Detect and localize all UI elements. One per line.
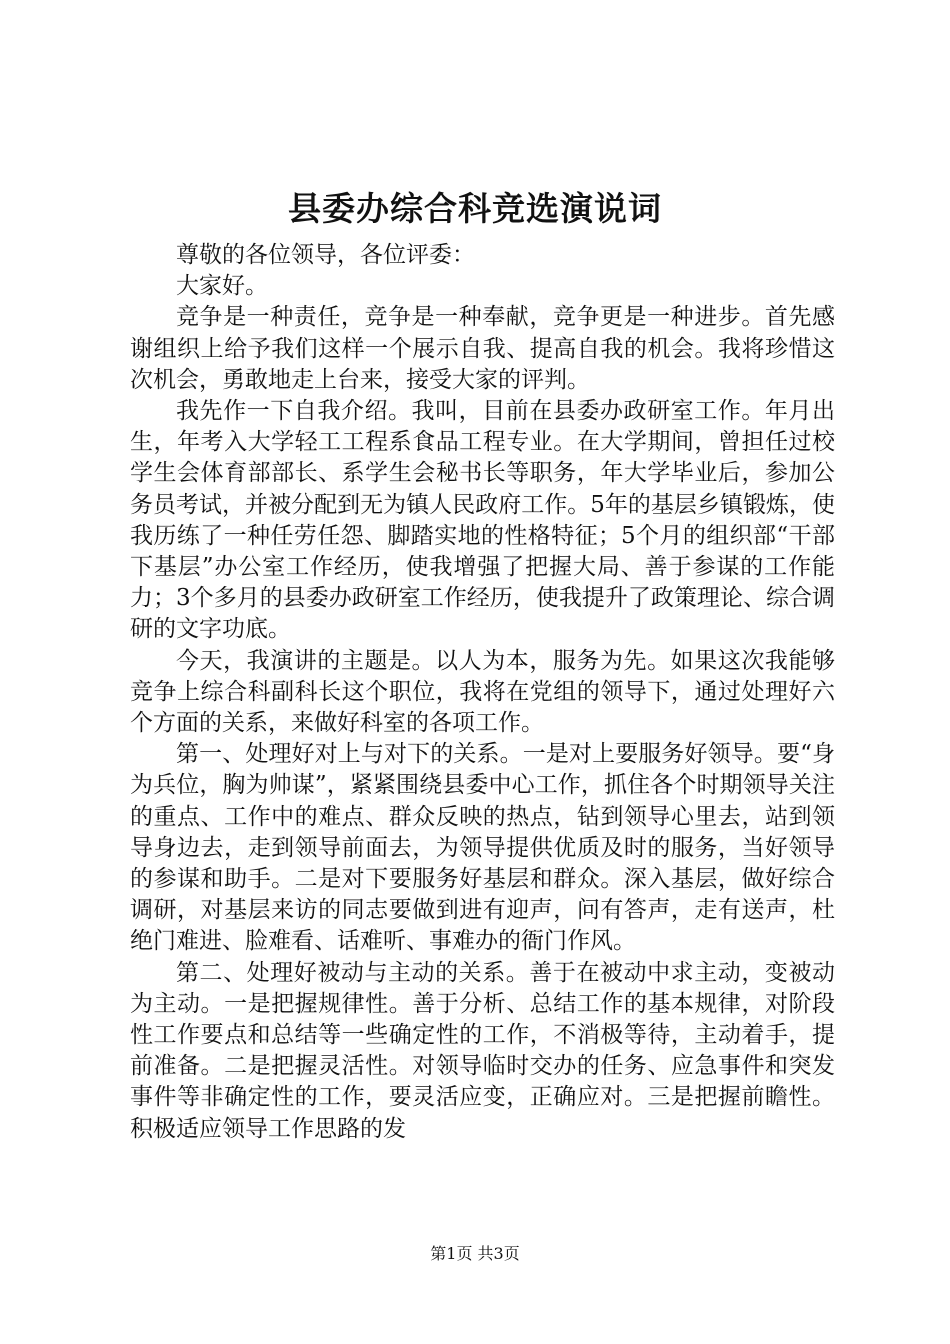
paragraph-theme: 今天，我演讲的主题是。以人为本，服务为先。如果这次我能够竞争上综合科副科长这个职位，我将在党组的领导下，通过处理好六个方面的关系，来做好科室的各项工作。 (130, 647, 835, 737)
document-body (130, 240, 835, 1145)
paragraph-second-relation: 第二、处理好被动与主动的关系。善于在被动中求主动，变被动为主动。一是把握规律性。善于分析、总结工作的基本规律，对阶段性工作要点和总结等一些确定性的工作，不消极等待，主动着手，提前准备。二是把握灵活性。对领导临时交办的任务、应急事件和突发事件等非确定性的工作，要灵活应变，正确应对。三是把握前瞻性。积极适应领导工作思路的发 (130, 959, 835, 1142)
paragraph-self-introduction: 我先作一下自我介绍。我叫，目前在县委办政研室工作。年月出生，年考入大学轻工工程系食品工程专业。在大学期间，曾担任过校学生会体育部部长、系学生会秘书长等职务，年大学毕业后，参加公务员考试，并被分配到无为镇人民政府工作。5年的基层乡镇锻炼，使我历练了一种任劳任怨、脚踏实地的性格特征；5个月的组织部“干部下基层”办公室工作经历，使我增强了把握大局、善于参谋的工作能力；3个多月的县委办政研室工作经历，使我提升了政策理论、综合调研的文字功底。 (130, 398, 835, 643)
document-title: 县委办综合科竞选演说词 (288, 189, 662, 228)
paragraph-first-relation: 第一、处理好对上与对下的关系。一是对上要服务好领导。要“身为兵位，胸为帅谋”，紧紧围绕县委中心工作，抓住各个时期领导关注的重点、工作中的难点、群众反映的热点，钻到领导心里去，站到领导身边去，走到领导前面去，为领导提供优质及时的服务，当好领导的参谋和助手。二是对下要服务好基层和群众。深入基层，做好综合调研，对基层来访的同志要做到进有迎声，问有答声，走有送声，杜绝门难进、脸难看、话难听、事难办的衙门作风。 (130, 741, 835, 955)
paragraph-salutation: 尊敬的各位领导，各位评委： (176, 242, 475, 268)
paragraph-intro: 竞争是一种责任，竞争是一种奉献，竞争更是一种进步。首先感谢组织上给予我们这样一个展示自我、提高自我的机会。我将珍惜这次机会，勇敢地走上台来，接受大家的评判。 (130, 304, 835, 393)
paragraph-greeting: 大家好。 (176, 273, 268, 300)
page-number-footer: 第1页 共3页 (430, 1244, 520, 1263)
